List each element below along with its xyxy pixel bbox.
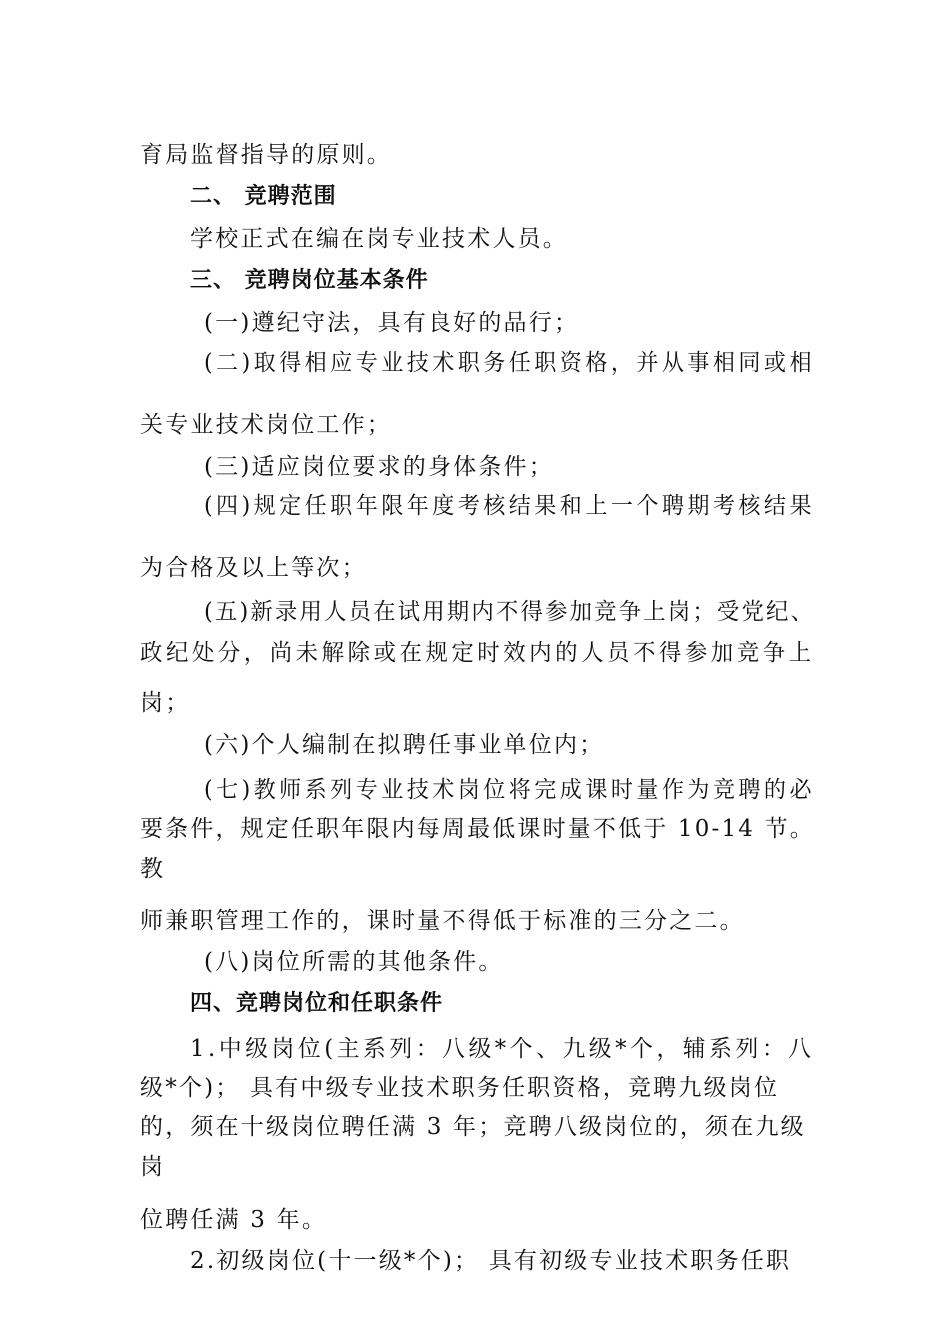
list-item-text: (六)个人编制在拟聘任事业单位内；	[204, 732, 605, 758]
list-item-text: (八)岗位所需的其他条件。	[204, 949, 504, 975]
list-item-text: 2.初级岗位(十一级*个)； 具有初级专业技术职务任职	[190, 1248, 792, 1274]
body-text-line: 政纪处分，尚未解除或在规定时效内的人员不得参加竞争上	[140, 640, 815, 666]
body-text-line: 岗；	[140, 690, 191, 716]
section-heading: 三、 竞聘岗位基本条件	[190, 268, 429, 293]
list-item-text: (二)取得相应专业技术职务任职资格，并从事相同或相	[204, 350, 815, 376]
body-text-line: 师兼职管理工作的，课时量不得低于标准的三分之二。	[140, 908, 745, 934]
body-text-line: 关专业技术岗位工作；	[140, 412, 392, 438]
section-heading: 二、 竞聘范围	[190, 184, 337, 209]
body-text-line: 位聘任满 3 年。	[140, 1207, 328, 1233]
body-text-line: 为合格及以上等次；	[140, 555, 367, 581]
body-text-line: 教	[140, 856, 166, 882]
body-text-line: 学校正式在编在岗专业技术人员。	[190, 226, 568, 252]
body-text-line: 育局监督指导的原则。	[140, 142, 392, 168]
body-text-line: 的，须在十级岗位聘任满 3 年；竞聘八级岗位的，须在九级	[140, 1114, 806, 1140]
body-text-line: 岗	[140, 1154, 166, 1180]
list-item-text: 1.中级岗位(主系列：八级*个、九级*个，辅系列：八	[190, 1036, 815, 1062]
list-item-text: (七)教师系列专业技术岗位将完成课时量作为竞聘的必	[204, 777, 815, 803]
list-item-text: (一)遵纪守法，具有良好的品行；	[204, 310, 580, 336]
body-text-line: 级*个)； 具有中级专业技术职务任职资格，竞聘九级岗位	[140, 1075, 780, 1101]
list-item-text: (三)适应岗位要求的身体条件；	[204, 454, 554, 480]
section-heading: 四、竞聘岗位和任职条件	[190, 991, 444, 1016]
body-text-line: 要条件，规定任职年限内每周最低课时量不低于 10-14 节。	[140, 816, 815, 842]
list-item-text: (四)规定任职年限年度考核结果和上一个聘期考核结果	[204, 493, 815, 519]
list-item-text: (五)新录用人员在试用期内不得参加竞争上岗；受党纪、	[204, 599, 816, 625]
